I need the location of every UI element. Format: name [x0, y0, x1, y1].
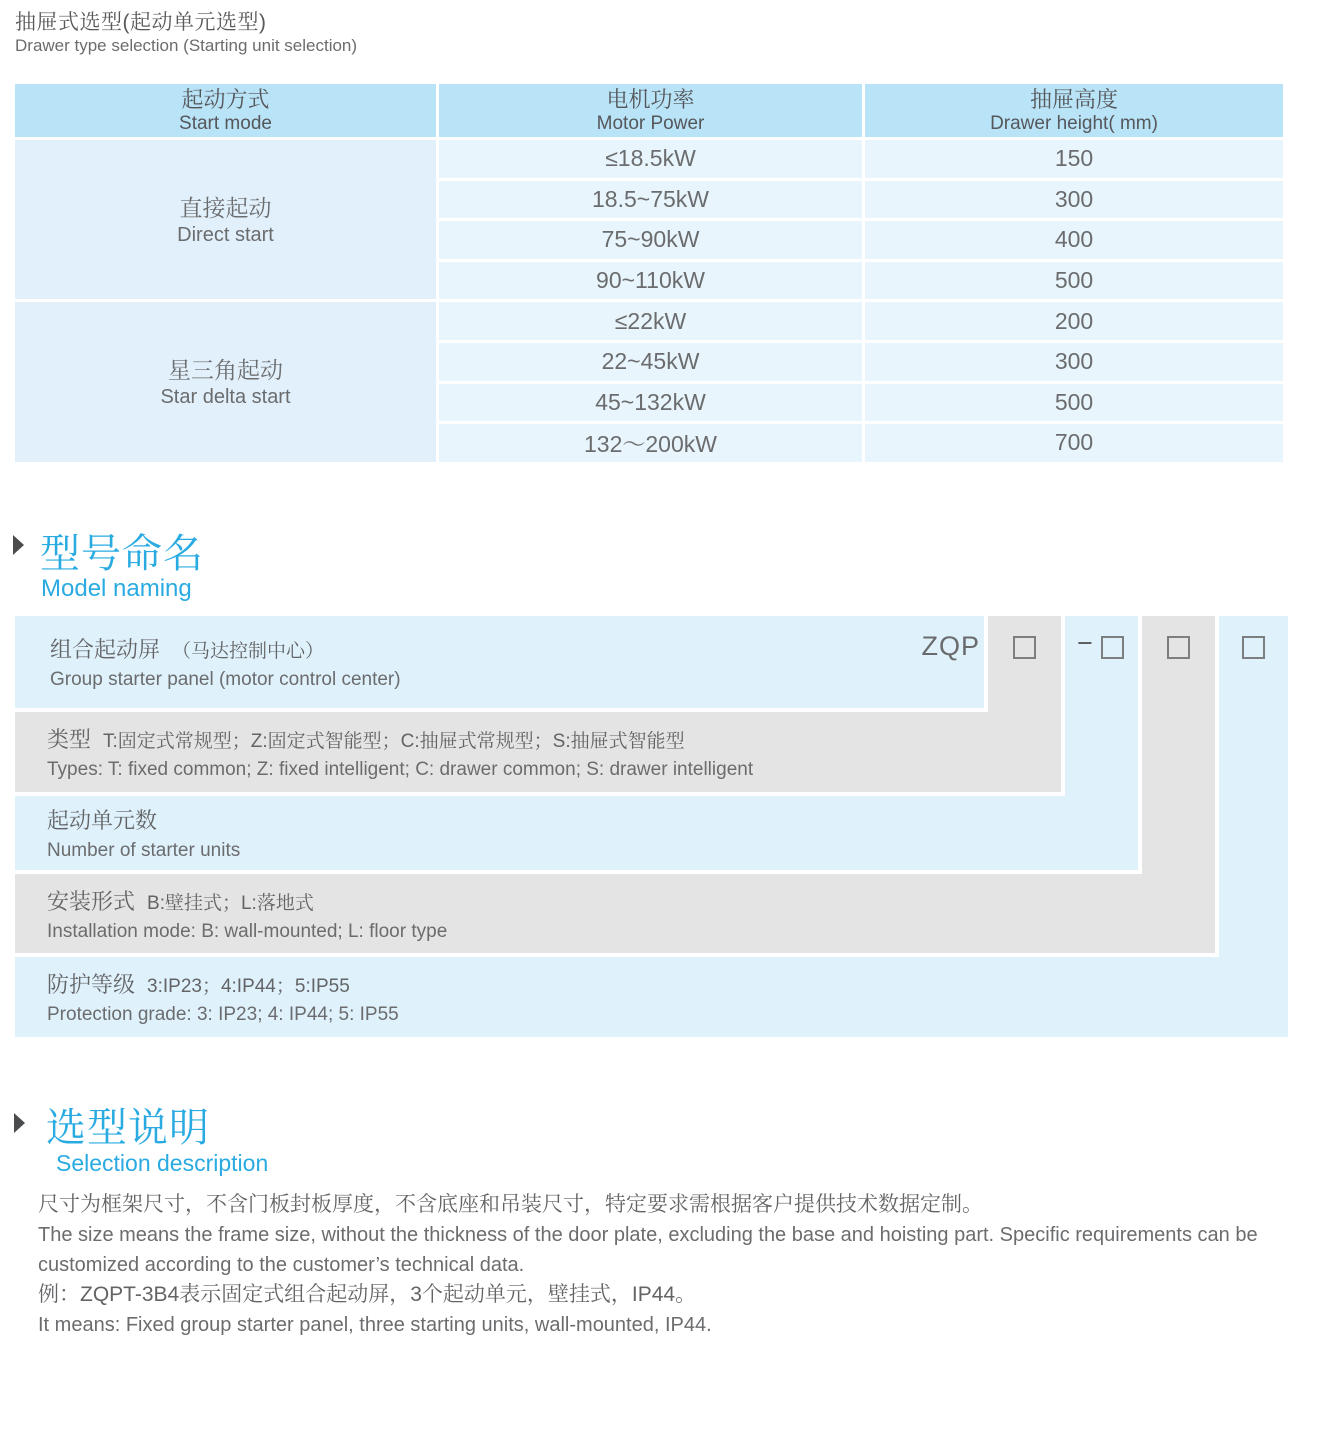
height-cell: 400	[865, 221, 1283, 259]
mode-cell-star-delta-start	[15, 302, 436, 461]
section-heading-model-naming: 型号命名	[40, 532, 204, 576]
page-subtitle: Drawer type selection (Starting unit selection)	[15, 36, 358, 55]
naming-row-label-zh: 安装形式	[47, 888, 136, 914]
model-prefix: ZQP	[921, 631, 980, 661]
power-cell: 18.5~75kW	[439, 181, 862, 219]
section-heading-selection-description: 选型说明	[46, 1106, 210, 1150]
model-code-box-units	[1101, 636, 1124, 659]
column-header-zh: 电机功率	[606, 86, 695, 112]
section-subheading-model-naming: Model naming	[41, 575, 192, 602]
naming-row-product	[15, 616, 984, 708]
power-cell: 75~90kW	[439, 221, 862, 259]
mode-label-zh: 星三角起动	[168, 357, 283, 384]
naming-row-en: Number of starter units	[47, 840, 241, 861]
mode-label-zh: 直接起动	[179, 194, 272, 221]
mode-cell-direct-start	[15, 140, 436, 299]
section-subheading-selection-description: Selection description	[56, 1150, 269, 1176]
model-code-box-protection	[1242, 636, 1265, 659]
description-paragraph: 尺寸为框架尺寸，不含门板封板厚度，不含底座和吊装尺寸，特定要求需根据客户提供技术数据定制。	[38, 1193, 983, 1216]
model-separator: −	[1077, 628, 1093, 658]
naming-row-label-zh: 类型	[47, 727, 92, 752]
naming-row-en: Installation mode: B: wall-mounted; L: floor type	[47, 920, 448, 942]
description-paragraph: 例：ZQPT-3B4表示固定式组合起动屏，3个起动单元，壁挂式，IP44。	[38, 1283, 697, 1306]
description-paragraph: It means: Fixed group starter panel, three starting units, wall-mounted, IP44.	[38, 1314, 712, 1336]
triangle-bullet-icon	[13, 535, 24, 555]
column-header-en: Start mode	[179, 112, 272, 134]
model-code-box-type	[1013, 636, 1036, 659]
naming-row-protection	[15, 957, 1288, 1037]
naming-row-detail-zh: B:壁挂式；L:落地式	[147, 892, 314, 914]
naming-row-type	[15, 712, 1061, 792]
mode-label-en: Direct start	[177, 223, 274, 246]
column-header-en: Motor Power	[596, 112, 705, 134]
triangle-bullet-icon	[14, 1113, 25, 1133]
power-cell: 45~132kW	[439, 384, 862, 422]
height-cell: 200	[865, 302, 1283, 340]
column-header-drawer-height	[865, 84, 1283, 137]
naming-row-detail-zh: （马达控制中心）	[172, 641, 325, 662]
column-header-motor-power	[439, 84, 862, 137]
naming-row-label-zh: 起动单元数	[47, 808, 158, 833]
height-cell: 500	[865, 262, 1283, 300]
naming-row-en: Group starter panel (motor control center)	[50, 669, 401, 690]
height-cell: 300	[865, 181, 1283, 219]
naming-row-en: Protection grade: 3: IP23; 4: IP44; 5: IP55	[47, 1004, 399, 1025]
height-cell: 500	[865, 384, 1283, 422]
selection-description-text	[38, 1190, 1292, 1340]
model-code-box-installation	[1167, 636, 1190, 659]
selection-table	[15, 84, 1283, 462]
mode-label-en: Star delta start	[160, 386, 291, 409]
power-cell: 132～200kW	[439, 424, 862, 462]
naming-row-detail-zh: 3:IP23；4:IP44；5:IP55	[147, 976, 350, 997]
naming-row-units	[15, 796, 1138, 870]
power-cell: ≤22kW	[439, 302, 862, 340]
column-header-en: Drawer height( mm)	[990, 112, 1158, 134]
power-cell: ≤18.5kW	[439, 140, 862, 178]
height-cell: 300	[865, 343, 1283, 381]
height-cell: 150	[865, 140, 1283, 178]
naming-row-label-zh: 防护等级	[47, 972, 136, 997]
naming-row-en: Types: T: fixed common; Z: fixed intelligent; C: drawer common; S: drawer intelligent	[47, 759, 754, 780]
model-naming-diagram	[15, 616, 1288, 1037]
power-cell: 90~110kW	[439, 262, 862, 300]
naming-row-label-zh: 组合起动屏	[50, 637, 161, 662]
power-cell: 22~45kW	[439, 343, 862, 381]
page-title: 抽屉式选型(起动单元选型)	[15, 11, 267, 34]
height-cell: 700	[865, 424, 1283, 462]
column-header-start-mode	[15, 84, 436, 137]
naming-row-installation	[15, 874, 1215, 953]
description-paragraph: The size means the frame size, without the thickness of the door plate, excluding the base and hoisting part. Specific requirements can be customized according to the customer’s technical data.	[38, 1224, 1258, 1276]
column-header-zh: 起动方式	[181, 86, 270, 112]
column-header-zh: 抽屉高度	[1029, 86, 1118, 112]
naming-row-detail-zh: T:固定式常规型；Z:固定式智能型；C:抽屉式常规型；S:抽屉式智能型	[103, 731, 685, 752]
